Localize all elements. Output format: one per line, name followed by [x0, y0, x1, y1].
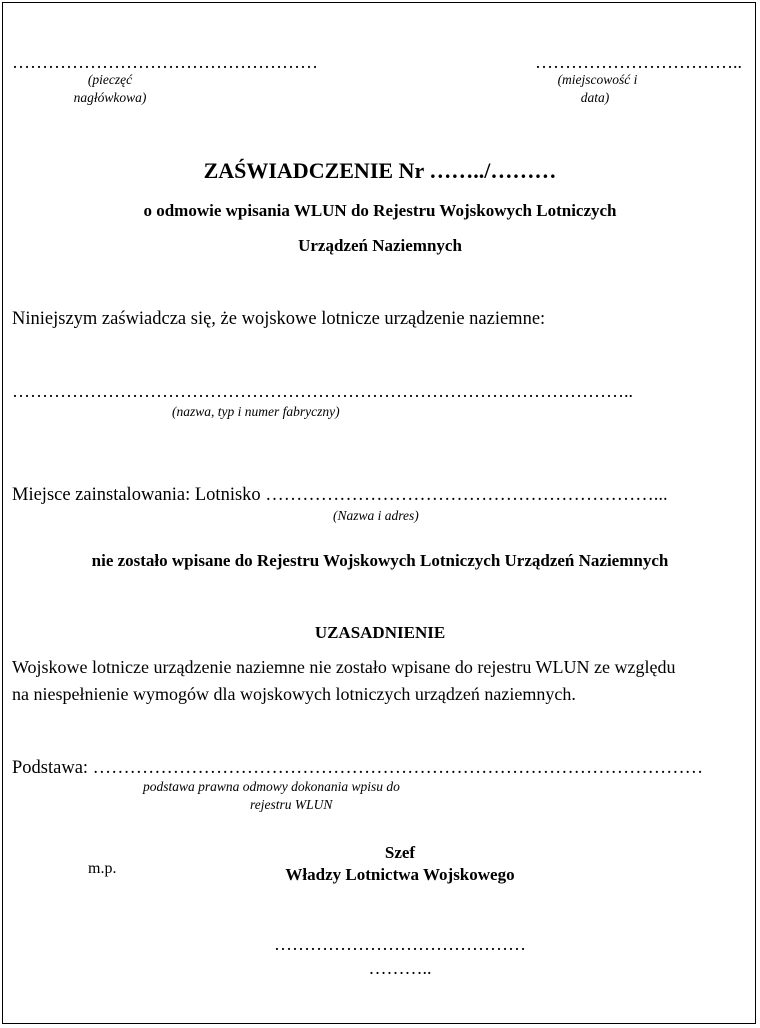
device-dots: …………………………………………………………………………………………..	[12, 381, 633, 401]
header-stamp-dots: ……………………………………………	[12, 52, 318, 72]
basis-caption-line1: podstawa prawna odmowy dokonania wpisu do	[143, 779, 400, 794]
justification-heading: UZASADNIENIE	[314, 623, 446, 642]
basis-caption-line2: rejestru WLUN	[250, 797, 333, 812]
document-subtitle-line2: Urządzeń Naziemnych	[298, 236, 462, 255]
location-caption: (Nazwa i adres)	[333, 508, 419, 523]
header-place-date-caption-line2: data)	[580, 90, 610, 105]
basis-line: Podstawa: ………………………………………………………………………………………	[12, 758, 704, 778]
document-subtitle-line1: o odmowie wpisania WLUN do Rejestru Wojskowych Lotniczych	[143, 201, 617, 220]
device-caption: (nazwa, typ i numer fabryczny)	[172, 404, 340, 419]
justification-line2: na niespełnienie wymogów dla wojskowych lotniczych urządzeń naziemnych.	[12, 684, 576, 704]
header-stamp-caption-line1: (pieczęć	[87, 72, 133, 87]
signatory-title-line1: Szef	[384, 843, 416, 862]
header-place-date-caption-line1: (miejscowość i	[557, 72, 638, 87]
stamp-label: m.p.	[88, 860, 117, 877]
header-place-date-dots: ……………………………..	[535, 52, 742, 72]
header-stamp-caption-line2: nagłówkowa)	[73, 90, 147, 105]
document-title: ZAŚWIADCZENIE Nr ……../………	[203, 158, 557, 183]
justification-line1: Wojskowe lotnicze urządzenie naziemne nie zostało wpisane do rejestru WLUN ze względu	[12, 657, 676, 677]
signatory-title-line2: Władzy Lotnictwa Wojskowego	[285, 865, 515, 884]
intro-text: Niniejszym zaświadcza się, że wojskowe lotnicze urządzenie naziemne:	[12, 309, 546, 329]
name-dots: ………..	[368, 958, 432, 978]
signature-dots: ……………………………………	[274, 934, 526, 954]
refusal-statement: nie zostało wpisane do Rejestru Wojskowych Lotniczych Urządzeń Naziemnych	[91, 551, 669, 570]
location-line: Miejsce zainstalowania: Lotnisko ………………………………………………………...	[12, 485, 668, 505]
